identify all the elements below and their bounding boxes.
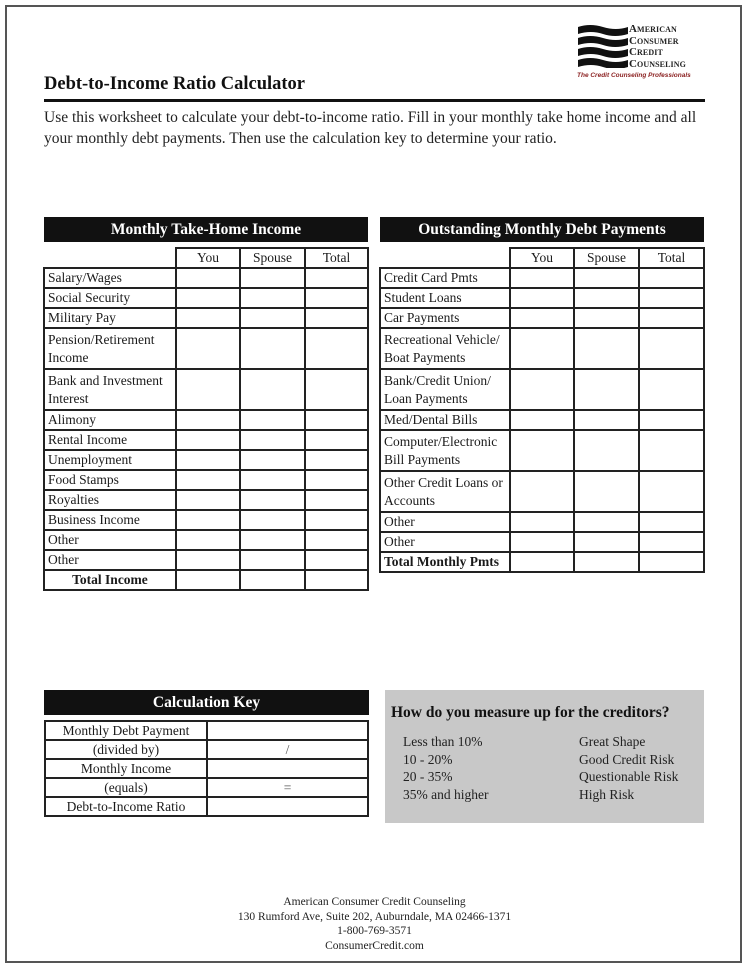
row-label: Other xyxy=(380,512,510,532)
total-input[interactable] xyxy=(639,512,704,532)
you-input[interactable] xyxy=(510,471,574,512)
page-title: Debt-to-Income Ratio Calculator xyxy=(44,74,305,94)
row-label: Salary/Wages xyxy=(44,268,176,288)
you-input[interactable] xyxy=(510,328,574,369)
row-label: Other Credit Loans or Accounts xyxy=(380,471,510,512)
rating-row xyxy=(403,733,703,751)
total-input[interactable] xyxy=(305,288,368,308)
table-row xyxy=(380,430,704,471)
divide-symbol: / xyxy=(207,740,368,759)
spouse-input[interactable] xyxy=(240,288,305,308)
spouse-input[interactable] xyxy=(574,430,639,471)
calc-label: Monthly Debt Payment xyxy=(45,721,207,740)
spouse-input[interactable] xyxy=(574,369,639,410)
total-input[interactable] xyxy=(639,410,704,430)
you-input[interactable] xyxy=(176,530,240,550)
total-input[interactable] xyxy=(639,532,704,552)
total-input[interactable] xyxy=(305,308,368,328)
column-header-spouse: Spouse xyxy=(574,248,639,268)
calc-label: (equals) xyxy=(45,778,207,797)
table-row xyxy=(380,328,704,369)
logo-line: Credit xyxy=(629,46,663,58)
calc-label: Monthly Income xyxy=(45,759,207,778)
calc-label: (divided by) xyxy=(45,740,207,759)
column-header-you: You xyxy=(176,248,240,268)
you-input[interactable] xyxy=(510,268,574,288)
total-input[interactable] xyxy=(639,471,704,512)
total-input[interactable] xyxy=(305,450,368,470)
you-input[interactable] xyxy=(176,328,240,369)
total-monthly-pmts-label: Total Monthly Pmts xyxy=(380,552,510,572)
table-row xyxy=(44,410,368,430)
table-row xyxy=(380,308,704,328)
row-label: Computer/Electronic Bill Payments xyxy=(380,430,510,471)
logo-line: Consumer xyxy=(629,34,679,47)
monthly-debt-input[interactable] xyxy=(207,721,368,740)
calc-row xyxy=(45,797,368,816)
logo-line: Counseling xyxy=(629,57,686,70)
row-label: Recreational Vehicle/ Boat Payments xyxy=(380,328,510,369)
grand-total-input[interactable] xyxy=(639,552,704,572)
company-logo xyxy=(578,24,703,84)
table-row xyxy=(44,288,368,308)
row-label: Unemployment xyxy=(44,450,176,470)
row-label: Bank/Credit Union/ Loan Payments xyxy=(380,369,510,410)
you-input[interactable] xyxy=(176,470,240,490)
spouse-input[interactable] xyxy=(574,288,639,308)
risk-rating: High Risk xyxy=(579,786,635,802)
spouse-total-input[interactable] xyxy=(574,552,639,572)
ratio-range: Less than 10% xyxy=(403,734,483,749)
spouse-input[interactable] xyxy=(240,410,305,430)
spouse-input[interactable] xyxy=(240,268,305,288)
debt-table xyxy=(379,247,705,573)
total-input[interactable] xyxy=(305,530,368,550)
calc-row xyxy=(45,759,368,778)
total-input[interactable] xyxy=(305,268,368,288)
you-input[interactable] xyxy=(176,308,240,328)
row-label: Credit Card Pmts xyxy=(380,268,510,288)
column-header-total: Total xyxy=(305,248,368,268)
you-input[interactable] xyxy=(510,308,574,328)
spouse-input[interactable] xyxy=(240,430,305,450)
you-input[interactable] xyxy=(510,512,574,532)
table-row xyxy=(44,510,368,530)
total-input[interactable] xyxy=(305,470,368,490)
corner-blank xyxy=(44,248,176,268)
column-header-you: You xyxy=(510,248,574,268)
logo-tagline: The Credit Counseling Professionals xyxy=(577,72,691,79)
table-row xyxy=(380,410,704,430)
total-input[interactable] xyxy=(639,308,704,328)
spouse-input[interactable] xyxy=(240,470,305,490)
row-label: Bank and Investment Interest xyxy=(44,369,176,410)
table-row xyxy=(44,470,368,490)
row-label: Student Loans xyxy=(380,288,510,308)
spouse-input[interactable] xyxy=(574,512,639,532)
you-input[interactable] xyxy=(510,410,574,430)
spouse-input[interactable] xyxy=(574,410,639,430)
ratio-range: 10 - 20% xyxy=(403,751,453,767)
rating-row xyxy=(403,786,703,804)
row-label: Other xyxy=(44,530,176,550)
total-income-label: Total Income xyxy=(44,570,176,590)
calc-row xyxy=(45,778,368,797)
you-input[interactable] xyxy=(176,430,240,450)
you-input[interactable] xyxy=(176,369,240,410)
footer-org: American Consumer Credit Counseling xyxy=(283,896,466,908)
ratio-result-input[interactable] xyxy=(207,797,368,816)
rating-row xyxy=(403,768,703,786)
column-header-spouse: Spouse xyxy=(240,248,305,268)
total-input[interactable] xyxy=(305,328,368,369)
spouse-input[interactable] xyxy=(574,471,639,512)
spouse-input[interactable] xyxy=(574,308,639,328)
table-row xyxy=(44,369,368,410)
spouse-input[interactable] xyxy=(240,550,305,570)
spouse-input[interactable] xyxy=(574,328,639,369)
spouse-input[interactable] xyxy=(240,490,305,510)
grand-total-input[interactable] xyxy=(305,570,368,590)
table-row xyxy=(44,530,368,550)
table-row xyxy=(44,308,368,328)
row-label: Alimony xyxy=(44,410,176,430)
total-input[interactable] xyxy=(639,430,704,471)
row-label: Social Security xyxy=(44,288,176,308)
calc-key-header: Calculation Key xyxy=(44,690,369,715)
spouse-input[interactable] xyxy=(240,308,305,328)
table-row xyxy=(44,450,368,470)
total-input[interactable] xyxy=(305,410,368,430)
table-row xyxy=(44,430,368,450)
row-label: Car Payments xyxy=(380,308,510,328)
logo-line: American xyxy=(629,23,677,35)
calc-row xyxy=(45,740,368,759)
total-input[interactable] xyxy=(305,490,368,510)
total-input[interactable] xyxy=(639,288,704,308)
row-label: Other xyxy=(44,550,176,570)
table-row xyxy=(380,268,704,288)
row-label: Rental Income xyxy=(44,430,176,450)
spouse-input[interactable] xyxy=(240,510,305,530)
logo-wordmark xyxy=(629,24,686,70)
row-label: Royalties xyxy=(44,490,176,510)
total-input[interactable] xyxy=(305,550,368,570)
you-input[interactable] xyxy=(510,369,574,410)
spouse-input[interactable] xyxy=(240,530,305,550)
ratio-range: 35% and higher xyxy=(403,786,489,802)
total-row xyxy=(380,552,704,572)
total-input[interactable] xyxy=(639,268,704,288)
you-input[interactable] xyxy=(176,268,240,288)
total-input[interactable] xyxy=(305,510,368,530)
calc-key-table xyxy=(44,720,369,817)
ratio-range: 20 - 35% xyxy=(403,769,453,784)
rating-row xyxy=(403,751,703,769)
spouse-input[interactable] xyxy=(240,369,305,410)
table-row xyxy=(44,550,368,570)
row-label: Pension/Retirement Income xyxy=(44,328,176,369)
table-row xyxy=(380,512,704,532)
title-divider xyxy=(44,99,705,102)
row-label: Military Pay xyxy=(44,308,176,328)
total-input[interactable] xyxy=(639,328,704,369)
footer-address: 130 Rumford Ave, Suite 202, Auburndale, MA 02466-1371 xyxy=(237,910,512,923)
corner-blank xyxy=(380,248,510,268)
spouse-input[interactable] xyxy=(240,328,305,369)
footer-website: ConsumerCredit.com xyxy=(325,939,424,952)
instructions-text: Use this worksheet to calculate your debt-to-income ratio. Fill in your monthly take home income and all your monthly debt payments. Then use the calculation key to determine your ratio. xyxy=(44,109,697,147)
debt-section-header: Outstanding Monthly Debt Payments xyxy=(380,217,704,242)
spouse-input[interactable] xyxy=(574,268,639,288)
you-input[interactable] xyxy=(176,510,240,530)
risk-rating: Good Credit Risk xyxy=(579,751,675,767)
income-section-header: Monthly Take-Home Income xyxy=(44,217,368,242)
calc-row xyxy=(45,721,368,740)
footer-contact xyxy=(0,895,749,953)
you-input[interactable] xyxy=(176,410,240,430)
table-row xyxy=(44,328,368,369)
you-input[interactable] xyxy=(176,490,240,510)
risk-rating: Great Shape xyxy=(579,734,646,749)
waving-flag-icon xyxy=(578,24,628,68)
spouse-input[interactable] xyxy=(574,532,639,552)
row-label: Other xyxy=(380,532,510,552)
table-row xyxy=(380,471,704,512)
total-input[interactable] xyxy=(305,369,368,410)
total-input[interactable] xyxy=(639,369,704,410)
you-input[interactable] xyxy=(176,450,240,470)
column-header-total: Total xyxy=(639,248,704,268)
row-label: Food Stamps xyxy=(44,470,176,490)
table-row xyxy=(44,268,368,288)
spouse-input[interactable] xyxy=(240,450,305,470)
you-input[interactable] xyxy=(176,550,240,570)
spouse-total-input[interactable] xyxy=(240,570,305,590)
table-row xyxy=(380,369,704,410)
you-input[interactable] xyxy=(510,288,574,308)
rating-heading: How do you measure up for the creditors? xyxy=(391,704,670,721)
equals-symbol: = xyxy=(207,778,368,797)
table-row xyxy=(380,532,704,552)
table-row xyxy=(380,288,704,308)
calc-label: Debt-to-Income Ratio xyxy=(45,797,207,816)
row-label: Med/Dental Bills xyxy=(380,410,510,430)
rating-list xyxy=(403,733,703,803)
you-total-input[interactable] xyxy=(510,552,574,572)
you-input[interactable] xyxy=(176,288,240,308)
you-input[interactable] xyxy=(510,532,574,552)
risk-rating: Questionable Risk xyxy=(579,769,679,784)
you-total-input[interactable] xyxy=(176,570,240,590)
row-label: Business Income xyxy=(44,510,176,530)
total-input[interactable] xyxy=(305,430,368,450)
total-row xyxy=(44,570,368,590)
you-input[interactable] xyxy=(510,430,574,471)
footer-phone: 1-800-769-3571 xyxy=(337,925,412,937)
creditor-rating-box xyxy=(385,690,704,823)
income-table xyxy=(43,247,369,591)
monthly-income-input[interactable] xyxy=(207,759,368,778)
table-row xyxy=(44,490,368,510)
